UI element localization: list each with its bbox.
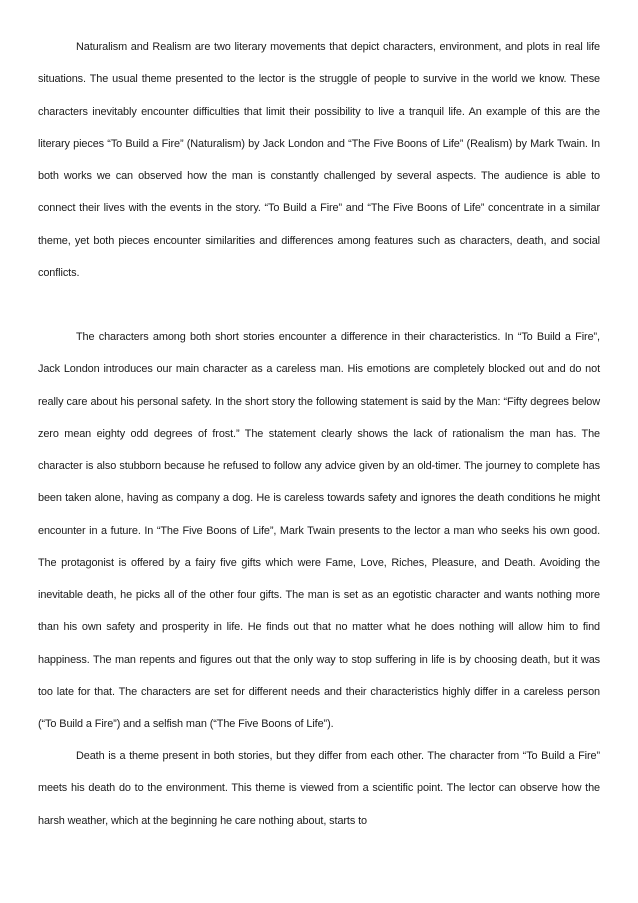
paragraph-intro: Naturalism and Realism are two literary movements that depict characters, environment, and plots in real life situations. The usual theme presented to the lector is the struggle of people to survive in the world we know. These characters inevitably encounter difficulties that limit their possibility to live a tranquil life. An example of this are the literary pieces “To Build a Fire” (Naturalism) by Jack London and “The Five Boons of Life” (Realism) by Mark Twain. In both works we can observed how the man is constantly challenged by several aspects. The audience is able to connect their lives with the events in the story. “To Build a Fire” and “The Five Boons of Life” concentrate in a similar theme, yet both pieces encounter similarities and differences among features such as characters, death, and social conflicts. (38, 41, 600, 279)
paragraph-characters: The characters among both short stories encounter a difference in their characteristics. In “To Build a Fire”, Jack London introduces our main character as a careless man. His emotions are completely blocked out and do not really care about his personal safety. In the short story the following statement is said by the Man: “Fifty degrees below zero mean eighty odd degrees of frost.” The statement clearly shows the lack of rationalism the man has. The character is also stubborn because he refused to follow any advice given by an old-timer. The journey to complete has been taken alone, having as company a dog. He is careless towards safety and ignores the death conditions he might encounter in a future. In “The Five Boons of Life”, Mark Twain presents to the lector a man who seeks his own good. The protagonist is offered by a fairy five gifts which were Fame, Love, Riches, Pleasure, and Death. Avoiding the inevitable death, he picks all of the other four gifts. The man is set as an egotistic character and wants nothing more than his own safety and prosperity in life. He finds out that no matter what he does nothing will allow him to find happiness. The man repents and figures out that the only way to stop suffering in life is by choosing death, but it was too late for that. The characters are set for different needs and their characteristics highly differ in a careless person (“To Build a Fire”) and a selfish man (“The Five Boons of Life”). (38, 331, 600, 730)
paragraph-death: Death is a theme present in both stories, but they differ from each other. The character from “To Build a Fire” meets his death do to the environment. This theme is viewed from a scientific point. The lector can observe how the harsh weather, which at the beginning he care nothing about, starts to (38, 750, 600, 827)
